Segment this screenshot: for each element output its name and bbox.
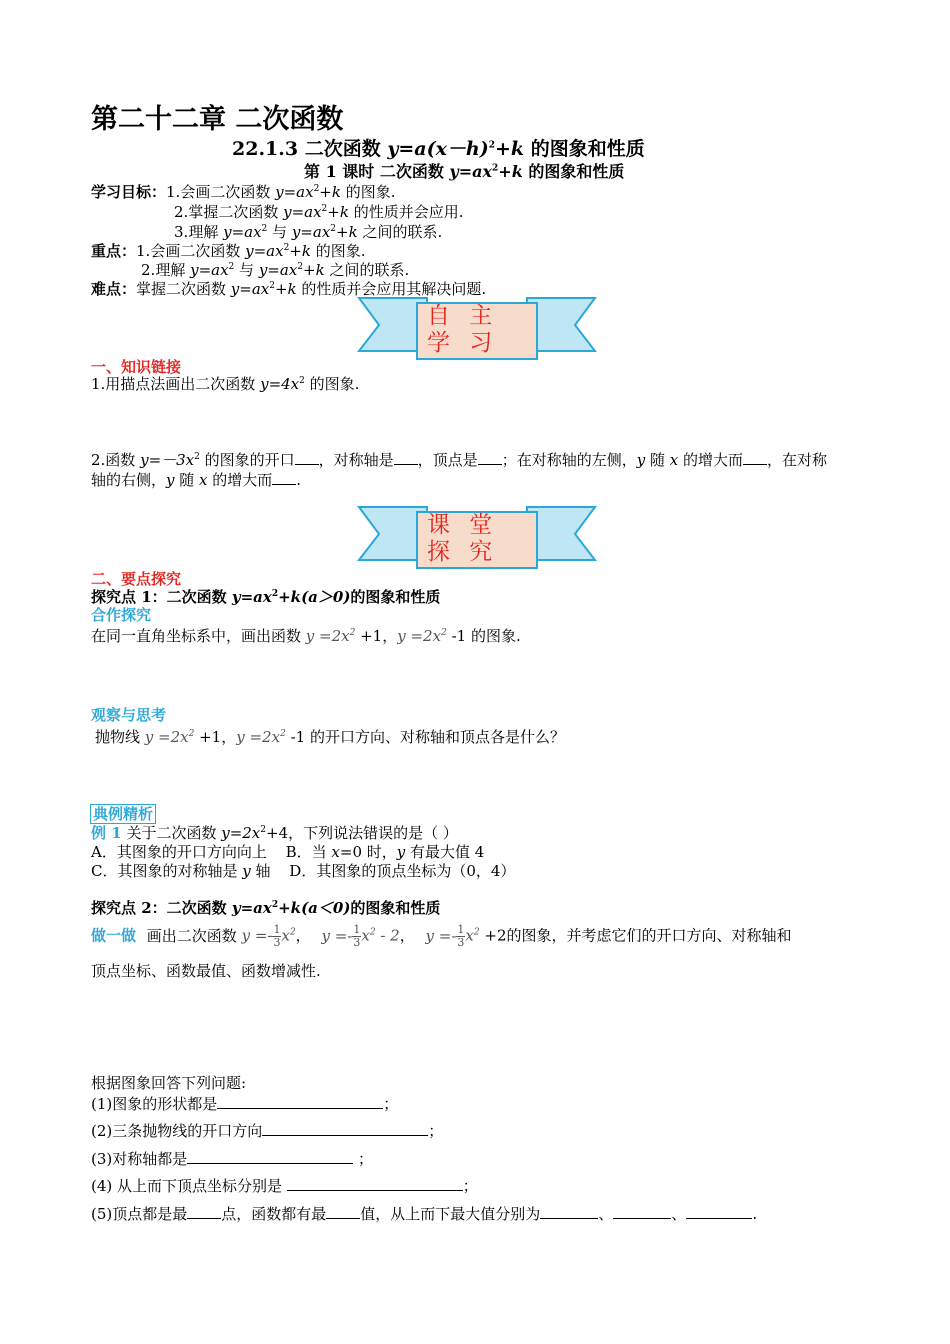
- banner-class-explore-text: 课 堂 探 究: [427, 512, 499, 565]
- example-options-row-2: [91, 862, 515, 880]
- objectives-label: 学习目标：: [91, 183, 167, 201]
- option-d[interactable]: D．其图象的顶点坐标为（0，4）: [289, 862, 516, 880]
- answer-5-blank-value[interactable]: [326, 1204, 360, 1219]
- try-it-text: 做一做 画出二次函数 y =- $\frac{1}{3}$ $x^2$， y =- $\frac{1}{3}$ $x^2 - 2$， y =- $\frac{1}{3}$ $x^2 +2$的图象，并考虑它们的开口方向、对称轴和: [91, 923, 792, 949]
- answer-4: (4) 从上而下顶点坐标分别是 ；: [91, 1177, 478, 1195]
- chapter-title: 第二十二章 二次函数: [91, 104, 344, 135]
- section-title: 22.1.3 二次函数 $y=a(x-h)^2+k$ 的图象和性质: [232, 138, 645, 160]
- explore-point-1: 探究点 1：二次函数 $y=ax^2+k(a>0)$的图象和性质: [91, 588, 441, 606]
- blank-vertex[interactable]: [478, 450, 502, 465]
- objective-2: 2.掌握二次函数 $y=ax^2+k$ 的性质并会应用.: [174, 203, 464, 221]
- answer-5: (5)顶点都是最 点，函数都有最 值，从上而下最大值分别为 、 、 .: [91, 1205, 758, 1223]
- answer-5-blank-max-2[interactable]: [613, 1204, 671, 1219]
- question-1: 1.用描点法画出二次函数 $y=4x^2$ 的图象.: [91, 375, 360, 393]
- key-points-label: 重点：: [91, 242, 137, 260]
- fraction-one-third: $\frac{1}{3}$: [353, 923, 361, 949]
- lesson-title: 第 1 课时 二次函数 $y=ax^2+k$ 的图象和性质: [304, 162, 625, 181]
- key-point-1: 重点：1.会画二次函数 $y=ax^2+k$ 的图象.: [91, 242, 366, 260]
- answer-5-blank-max-1[interactable]: [540, 1204, 598, 1219]
- objective-3: 3.理解 $y=ax^2$ 与 $y=ax^2+k$ 之间的联系.: [174, 223, 443, 241]
- key-point-2: 2.理解 $y=ax^2$ 与 $y=ax^2+k$ 之间的联系.: [141, 261, 410, 279]
- answer-2-blank[interactable]: [262, 1121, 428, 1136]
- answer-4-blank[interactable]: [287, 1176, 463, 1191]
- cooperate-explore-label: 合作探究: [91, 606, 152, 624]
- answer-2: (2)三条抛物线的开口方向 ；: [91, 1122, 444, 1140]
- banner-self-study-text: 自 主 学 习: [427, 303, 499, 356]
- question-2-line-2: 轴的右侧，y 随 x 的增大而 .: [91, 471, 302, 489]
- banner-self-study: [357, 295, 597, 363]
- example-options-row-1: [91, 843, 484, 861]
- fraction-one-third: $\frac{1}{3}$: [457, 923, 465, 949]
- blank-left-trend[interactable]: [743, 450, 767, 465]
- option-a[interactable]: A．其图象的开口方向向上: [91, 843, 267, 861]
- knowledge-link-heading: 一、知识链接: [91, 358, 182, 376]
- fraction-one-third: $\frac{1}{3}$: [273, 923, 281, 949]
- answer-3: (3)对称轴都是 ；: [91, 1150, 374, 1168]
- answer-3-blank[interactable]: [187, 1149, 353, 1164]
- observe-think-text: 抛物线 $y =2x^2 +1$，$y =2x^2$ -1 的开口方向、对称轴和顶点各是什么？: [95, 728, 565, 746]
- blank-opening[interactable]: [295, 450, 319, 465]
- explore-point-2: 探究点 2：二次函数 $y=ax^2+k(a<0)$的图象和性质: [91, 899, 441, 917]
- blank-right-trend[interactable]: [272, 470, 296, 485]
- blank-axis[interactable]: [394, 450, 418, 465]
- difficulty: 难点：掌握二次函数 $y=ax^2+k$ 的性质并会应用其解决问题.: [91, 280, 487, 298]
- answer-5-blank-max-3[interactable]: [686, 1204, 752, 1219]
- option-b[interactable]: B．当 x=0 时，y 有最大值 4: [285, 843, 485, 861]
- example-1-question: 例 1 关于二次函数 $y=2x^2+4$，下列说法错误的是（ ）: [91, 824, 458, 842]
- answer-1: (1)图象的形状都是 ；: [91, 1095, 399, 1113]
- objective-1: 学习目标：1.会画二次函数 $y=ax^2+k$ 的图象.: [91, 183, 396, 201]
- banner-class-explore: [357, 504, 597, 572]
- cooperate-explore-text: 在同一直角坐标系中，画出函数 $y =2x^2 +1$，$y =2x^2$ -1 的图象.: [91, 627, 521, 645]
- try-it-text-line-2: 顶点坐标、函数最值、函数增减性.: [91, 962, 321, 980]
- answer-intro: 根据图象回答下列问题:: [91, 1074, 247, 1092]
- try-it-label: 做一做: [91, 926, 137, 945]
- key-explore-heading: 二、要点探究: [91, 570, 182, 588]
- option-c[interactable]: C．其图象的对称轴是 y 轴: [91, 862, 271, 880]
- answer-1-blank[interactable]: [217, 1094, 383, 1109]
- example-analysis-label: 典例精析: [90, 805, 156, 823]
- difficulty-label: 难点：: [91, 280, 137, 298]
- observe-think-label: 观察与思考: [91, 706, 167, 724]
- answer-5-blank-point[interactable]: [187, 1204, 221, 1219]
- question-2-line-1: 2.函数 $y=-3x^2$ 的图象的开口 ，对称轴是 ，顶点是 ；在对称轴的左侧，y 随 x 的增大而 ，在对称: [91, 451, 827, 469]
